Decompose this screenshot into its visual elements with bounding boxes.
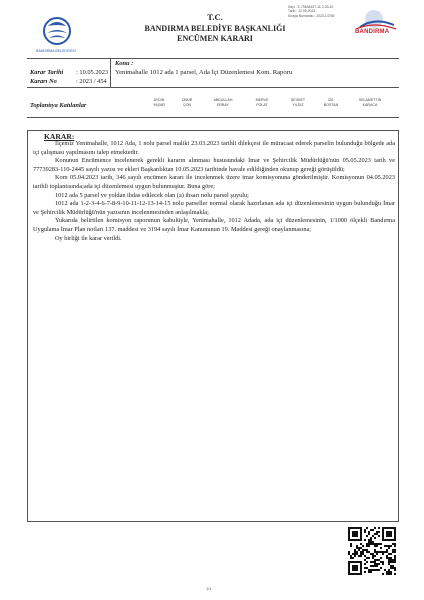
- subject-label: Konu :: [115, 60, 134, 67]
- divider: [27, 58, 399, 59]
- divider: [27, 87, 399, 88]
- decision-paragraph: Kom 05.04.2023 tarih, 346 sayılı encümen kararı ile incelenmek üzere imar komisyonuna gönderilmiştir. Komisyonun 04.05.2023 tarihli toplantısında;ada içi düzenlemesi uygun bulunmuştur. Buna göre;: [33, 174, 395, 190]
- decision-paragraph: 1012 ada 1-2-3-4-6-7-8-9-10-11-12-13-14-15 nolu parseller normal olarak hazırlanan ada içi düzenlemesinin uygun bulunduğu İmar ve Şehircilik Müdürlüğü'nün yazısının incelenmesinden anlaşılmakla;: [33, 200, 395, 216]
- participant: [352, 98, 388, 107]
- committee-name: ENCÜMEN KARARI: [177, 34, 253, 43]
- participant-last-name: POLAT: [256, 102, 268, 107]
- decision-date-label: Karar Tarihi: [30, 69, 64, 76]
- decision-paragraph: Oy birliği ile karar verildi.: [55, 234, 122, 242]
- divider: [110, 58, 111, 87]
- header-title: [120, 12, 310, 44]
- decision-paragraph: 1012 ada 5 parsel ve yoldan ihdas edilecek olan (a) ihsarı nolu parsel şuyulu;: [55, 191, 249, 199]
- participant-last-name: YAŞAR: [153, 102, 165, 107]
- participant: [169, 98, 205, 107]
- doc-info-line: Tarih : 12.05.2023: [288, 9, 316, 14]
- decision-label: KARAR:: [44, 132, 75, 141]
- doc-info-line: Sayı : E-75634457-11 0-33-42: [288, 5, 334, 9]
- decision-date-value: : 10.05.2023: [76, 69, 109, 76]
- city-logo-text: BANDIRMA: [355, 29, 390, 35]
- participant-last-name: ERBAY: [217, 102, 229, 107]
- doc-info-line: Sıraya Numarası : 2023-14756: [288, 13, 335, 18]
- divider: [27, 117, 399, 118]
- participant-first-name: İZİL: [327, 98, 335, 102]
- decision-number-label: Kararı No: [30, 78, 57, 85]
- participant-last-name: KARACA: [362, 102, 378, 107]
- document-stamp: [288, 5, 350, 18]
- participant-first-name: ABDULLAH: [213, 98, 233, 102]
- decision-paragraph: İlçemiz Yenimahalle, 1012 Ada, 1 nolu parsel maliki 23.03.2023 tarihli dilekçesi ile müracaat ederek parselin bulunduğu bölgede ada içi çalışması yapılmasını talep etmektedir.: [33, 140, 395, 156]
- participants-label: Toplantıya Katılanlar: [30, 102, 87, 109]
- decision-paragraph: Yukarıda belirtilen komisyon raporunun kabulüyle, Yenimahalle, 1012 Adada, ada içi düzenlemesinin, 1/1000 ölçekli Bandırma Uygulama İmar Plan notları 137. maddesi ve 3194 sayılı İmar Kanununun 19. Maddesi gereği onaylanmasına;: [33, 217, 395, 233]
- subject-text: Yenimahalle 1012 ada 1 parsel, Ada İçi Düzenlemesi Kom. Raporu: [115, 69, 293, 76]
- participant: [244, 98, 280, 107]
- page-number: 1/1: [206, 586, 212, 591]
- decision-text: [33, 140, 395, 243]
- participant: [313, 98, 349, 107]
- participant-first-name: AYDIN: [153, 98, 165, 102]
- participant-first-name: MERVE: [255, 98, 269, 102]
- participant-first-name: ONUR: [181, 98, 193, 102]
- participant-first-name: ŞEVKET: [290, 98, 306, 102]
- participant: [205, 98, 241, 107]
- country-abbr: T.C.: [207, 12, 223, 22]
- participant-last-name: YILDIZ: [292, 102, 304, 107]
- municipality-logo-icon: [36, 14, 78, 50]
- decision-number-value: : 2023 / 454: [76, 78, 107, 85]
- participant-last-name: BOSTAN: [323, 102, 339, 107]
- logo-caption: BANDIRMA BELEDİYESİ: [36, 49, 76, 53]
- decision-paragraph: Konunun Encümence incelenerek gerekli kararın alınması hususundaki İmar ve Şehircilik Müdürlüğü'nün 05.05.2023 tarih ve 77739283-110-2445 sayılı yazısı ve ekleri Başkanlıktan 10.05.2023 tarihinde havale edildiğinden okunup gereği görüşüldü;: [33, 157, 395, 173]
- participant: [280, 98, 316, 107]
- participant-first-name: SELAMETTİN: [358, 98, 382, 102]
- municipality-name: BANDIRMA BELEDİYE BAŞKANLIĞI: [144, 24, 286, 33]
- qr-code-icon: [348, 527, 396, 575]
- participant-last-name: ÇON: [183, 102, 191, 107]
